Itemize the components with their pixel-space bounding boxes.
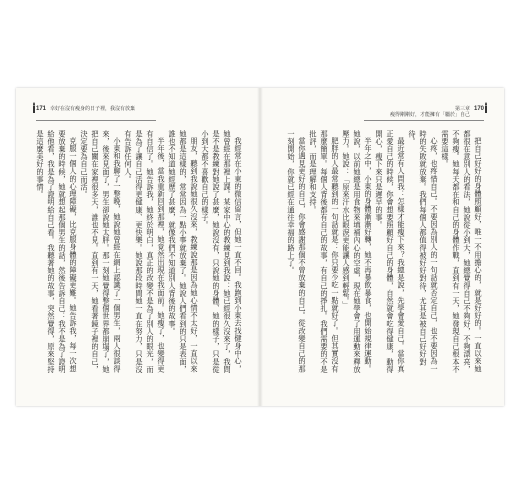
paragraph: 當你遇見更好的自己，你會感謝那個不曾放棄的自己。從改變自己的那一刻開始，你就已經在通往幸福的路上了。 [287,130,307,373]
page-number: 171 [36,106,47,112]
chapter-title: 瘦得剛剛好，才能擁有「屬於」自己 [389,112,470,118]
paragraph: 心疼，也疼惜自己。不要因為別人的一句話就否定自己，也不要因為一時的失敗就放棄。我們每個人都值得被好好對待，尤其是被自己好好對待。 [408,130,439,373]
chapter-label: 第三章 [454,106,470,112]
running-title: 幸好在沒有瘦身的日子裡，我沒有放棄 [50,106,136,112]
paragraph: 把自己好好的身體照顧好，唯一不用擔心的，就是好好的。一直以來她都很在意別人的看法，她說從小到大，她總覺得自己不夠好，不夠漂亮，不夠瘦。她每天都在和自己的身體作戰，直到有一天，她發現自己根本不需要這樣。 [441,130,483,374]
page-number: 170 [473,106,484,112]
paragraph: 克服一個人的心理障礙，比克服身體的障礙更難。她告訴我，每一次想要放棄的時候，她就想起那個男生的話，然後告訴自己：我不是為了證明給他看，我是為了證明給自己看。我聽著她的故事，突然覺得，原來堅持是這麼美好的事情。 [36,130,78,374]
paragraph: 最近常有人問我：怎樣才能瘦下來？我總是說，先學會愛自己。當你真正愛自己的時候，你會想要照顧好自己的身體，自然就會吃得健康，動得開心，瘦下來只是遲早的事。 [375,130,406,374]
right-body-text [276,130,484,380]
paragraph: 半年之中，小東的身體漸漸好轉，她不再暴飲暴食，也開始規律運動。她說，以前她總是用食物來填補內心的空虛，現在她學會了用運動來釋放壓力。她說：「原來汗水比眼淚更能讓人感到輕鬆。」 [342,130,373,374]
paragraph: 小東和我聊了一整晚，她說她曾經在網上認識了一個男生，兩人很談得來，後來見面了，男生卻說她太胖。那一刻她覺得整個世界都崩塌了，她把自己關在家裡很多天，誰也不見。直到有一天，她看著鏡子裡的自己，決定要為自己而活。 [80,130,122,374]
header-rule [364,120,484,121]
left-body-text [38,130,244,380]
book-spread [16,88,504,406]
header-rule [36,120,156,121]
paragraph: 肥胖的人最常聽到的一句話就是：你只要少吃一點就好了。但其實沒有那麼簡單。每個人背後都有自己的故事，有自己的掙扎。我們需要的不是批評，而是理解和支持。 [309,130,340,374]
paragraph: 半年後，當我重新回到那裡，她竟然出現在我面前。她瘦了，也變得更有自信了。她告訴我，她終於明白，真正的改變不是為了別人的眼光，而是為了讓自己活得更健康、更快樂。她說那段時間她一直在努力，只是沒有告訴任何人。 [124,130,166,374]
paragraph: 我經常在小東的微信留言，但她一直不回。我跑到小東去找健身中心，她曾經在那裡上課。某家中心的教練見到我說：她已經很久沒來了，我問是不是教練對她說了甚麼，她說沒有，只說她的身體、她的樣子，只是從小到大都不喜歡自己的樣子。 [201,130,243,374]
left-page [16,88,260,406]
right-folio [390,106,484,118]
right-page [260,88,504,406]
left-folio [36,106,135,112]
candle-ornament-icon [482,102,490,114]
paragraph: 朋友，聽到我說她很久沒來，教練說那是因為她心情不太好，一直以來她都是這樣的，常常因為一點小事就放棄了。她說人們看到的只是表面，誰也不知道她經歷了甚麼，就像我們不知道別人背後的故事。 [168,130,199,374]
